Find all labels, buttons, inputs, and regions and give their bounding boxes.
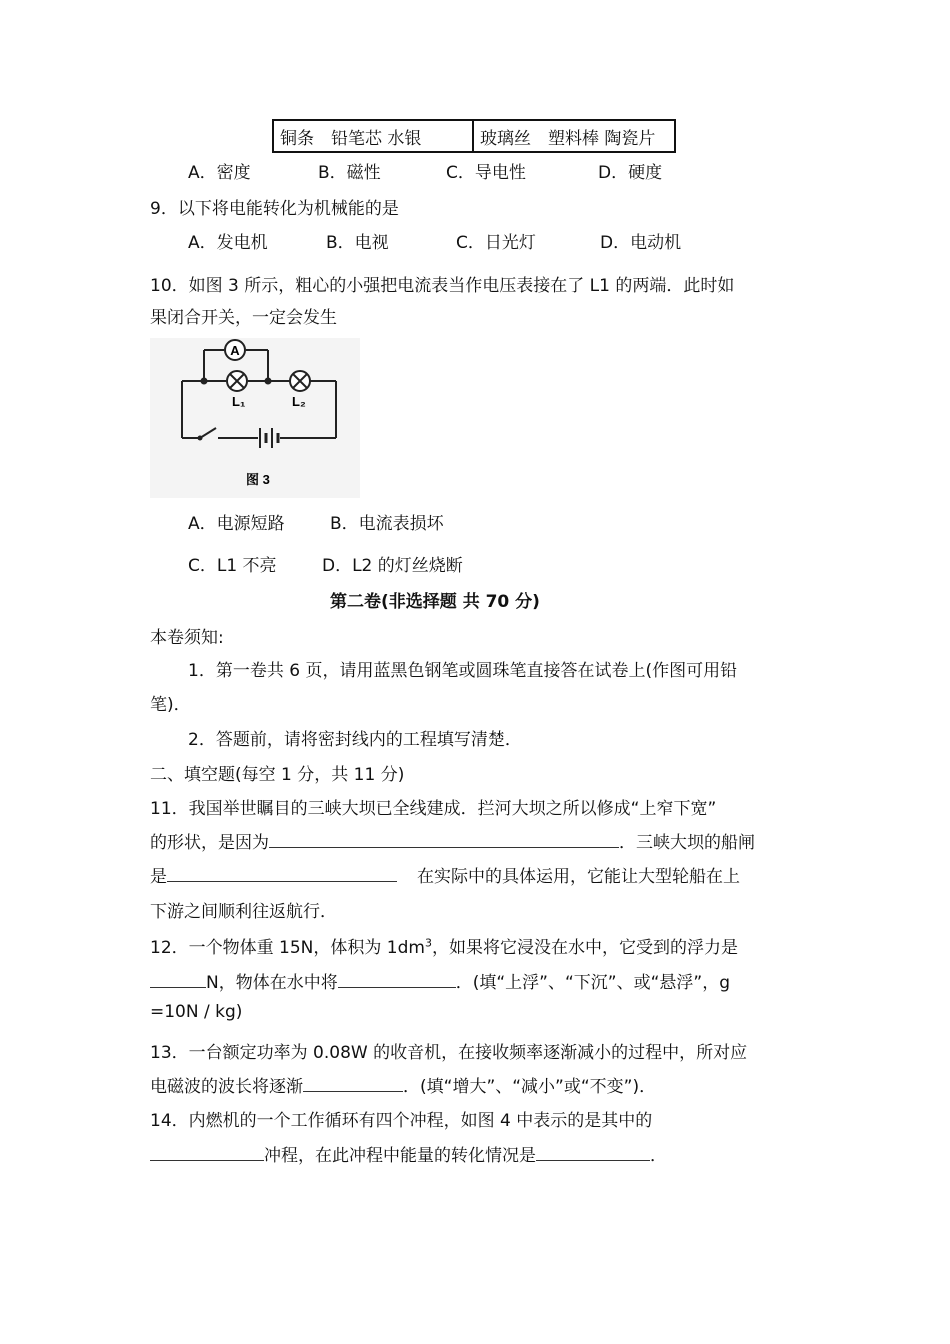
q12-line1-suffix: ，如果将它浸没在水中，它受到的浮力是 bbox=[431, 938, 738, 958]
q11-line2 bbox=[150, 828, 755, 853]
q12-line1-prefix: 12．一个物体重 15N，体积为 1dm bbox=[150, 938, 425, 958]
q11-line2-suffix: ．三峡大坝的船闸 bbox=[619, 833, 755, 853]
answer-blank[interactable] bbox=[338, 971, 456, 988]
q8-option-b: B．磁性 bbox=[318, 163, 381, 183]
q12-line2-suffix: ．(填“上浮”、“下沉”、或“悬浮”，g bbox=[455, 973, 730, 993]
q9-option-b: B．电视 bbox=[326, 233, 389, 253]
section-heading: 二、填空题(每空 1 分，共 11 分) bbox=[150, 765, 405, 785]
notice-title: 本卷须知: bbox=[150, 628, 224, 648]
q10-stem-line1: 10．如图 3 所示，粗心的小强把电流表当作电压表接在了 L1 的两端．此时如 bbox=[150, 276, 735, 296]
q8-option-a: A．密度 bbox=[188, 163, 251, 183]
q12-exponent: 3 bbox=[424, 936, 432, 950]
answer-blank[interactable] bbox=[150, 1144, 264, 1161]
q10-option-b: B．电流表损坏 bbox=[330, 514, 444, 534]
q9-option-d: D．电动机 bbox=[600, 233, 682, 253]
answer-blank[interactable] bbox=[536, 1144, 650, 1161]
q11-line3 bbox=[150, 862, 740, 887]
q14-line1: 14．内燃机的一个工作循环有四个冲程，如图 4 中表示的是其中的 bbox=[150, 1111, 653, 1131]
material-table bbox=[272, 119, 676, 153]
junction-dot bbox=[265, 378, 272, 385]
answer-blank[interactable] bbox=[150, 971, 206, 988]
notice-2: 2．答题前，请将密封线内的工程填写清楚． bbox=[188, 730, 522, 750]
q9-option-a: A．发电机 bbox=[188, 233, 268, 253]
q14-line2-suffix: ． bbox=[650, 1146, 667, 1166]
q13-line2-suffix: ．(填“增大”、“减小”或“不变”)． bbox=[403, 1077, 657, 1097]
table-cell-insulators: 玻璃丝 塑料棒 陶瓷片 bbox=[480, 129, 656, 149]
table-divider bbox=[472, 121, 474, 151]
q10-option-d: D．L2 的灯丝烧断 bbox=[322, 556, 463, 576]
notice-1-line2: 笔)． bbox=[150, 695, 191, 715]
circuit-figure bbox=[150, 338, 360, 498]
q9-stem: 9．以下将电能转化为机械能的是 bbox=[150, 199, 399, 219]
q12-line1 bbox=[150, 933, 738, 958]
lamp-l1-label: L₁ bbox=[232, 394, 246, 409]
q9-option-c: C．日光灯 bbox=[456, 233, 536, 253]
switch-icon bbox=[200, 428, 216, 438]
ammeter-label: A bbox=[230, 343, 240, 358]
junction-dot bbox=[201, 378, 208, 385]
q11-line4: 下游之间顺利往返航行． bbox=[150, 902, 337, 922]
q13-line2 bbox=[150, 1072, 656, 1097]
answer-blank[interactable] bbox=[167, 865, 397, 882]
answer-blank[interactable] bbox=[269, 831, 619, 848]
q8-option-d: D．硬度 bbox=[598, 163, 663, 183]
q14-line2-middle: 冲程，在此冲程中能量的转化情况是 bbox=[264, 1146, 536, 1166]
q13-line2-prefix: 电磁波的波长将逐渐 bbox=[150, 1077, 303, 1097]
q11-line3-prefix: 是 bbox=[150, 867, 167, 887]
q11-line2-prefix: 的形状，是因为 bbox=[150, 833, 269, 853]
lamp-l2-label: L₂ bbox=[292, 394, 306, 409]
q10-stem-line2: 果闭合开关，一定会发生 bbox=[150, 308, 337, 328]
q13-line1: 13．一台额定功率为 0.08W 的收音机，在接收频率逐渐减小的过程中，所对应 bbox=[150, 1043, 748, 1063]
q14-line2 bbox=[150, 1141, 667, 1166]
q8-option-c: C．导电性 bbox=[446, 163, 526, 183]
q11-line1: 11．我国举世瞩目的三峡大坝已全线建成．拦河大坝之所以修成“上窄下宽” bbox=[150, 799, 717, 819]
q12-line2-middle: N，物体在水中将 bbox=[206, 973, 338, 993]
q12-line3: =10N / kg) bbox=[150, 1002, 243, 1022]
figure-caption: 图 3 bbox=[246, 472, 270, 487]
q10-option-c: C．L1 不亮 bbox=[188, 556, 277, 576]
answer-blank[interactable] bbox=[303, 1075, 403, 1092]
q11-line3-suffix: 在实际中的具体运用，它能让大型轮船在上 bbox=[417, 867, 740, 887]
circuit-diagram bbox=[150, 338, 360, 498]
notice-1-line1: 1．第一卷共 6 页，请用蓝黑色钢笔或圆珠笔直接答在试卷上(作图可用铅 bbox=[188, 661, 738, 681]
table-cell-conductors: 铜条 铅笔芯 水银 bbox=[280, 129, 422, 149]
q10-option-a: A．电源短路 bbox=[188, 514, 285, 534]
q12-line2 bbox=[150, 968, 730, 993]
part2-title: 第二卷(非选择题 共 70 分) bbox=[330, 592, 540, 612]
